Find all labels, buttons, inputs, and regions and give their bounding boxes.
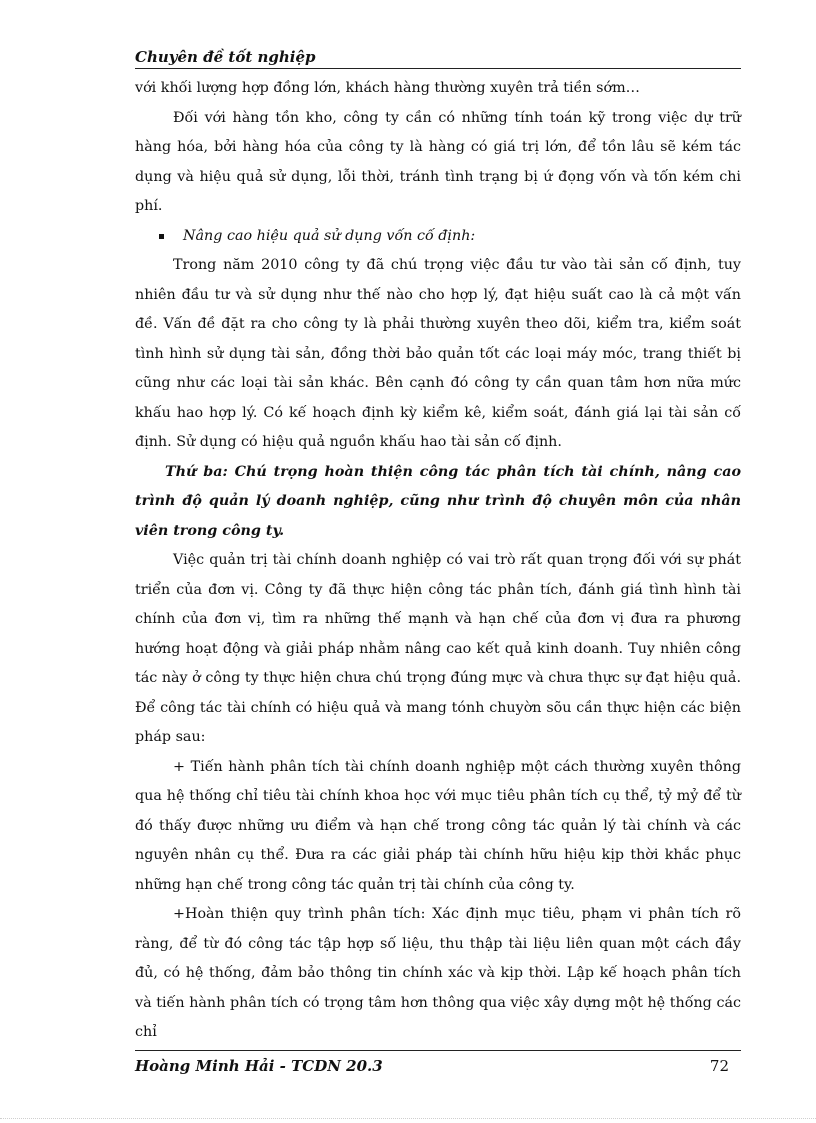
paragraph-continuation: với khối lượng hợp đồng lớn, khách hàng thường xuyên trả tiền sớm… xyxy=(135,80,640,96)
page-footer xyxy=(135,1050,741,1075)
bullet-text: Nâng cao hiệu quả sử dụng vốn cố định: xyxy=(183,227,476,244)
paragraph-financial-management: Việc quản trị tài chính doanh nghiệp có vai trò rất quan trọng đối với sự phát triển của đơn vị. Công ty đã thực hiện công tác phân tích, đánh giá tình hình tài chính của đơn vị, tìm ra những thế mạnh và hạn chế của đơn vị đưa ra phương hướng hoạt động và giải pháp nhằm nâng cao kết quả kinh doanh. Tuy nhiên công tác này ở công ty thực hiện chưa chú trọng đúng mực và chưa thực sự đạt hiệu quả. Để công tác tài chính có hiệu quả và mang tónh chuyờn sõu cần thực hiện các biện pháp sau: xyxy=(135,552,741,745)
paragraph-process: +Hoàn thiện quy trình phân tích: Xác định mục tiêu, phạm vi phân tích rõ ràng, để từ đó công tác tập hợp số liệu, thu thập tài liệu liên quan một cách đầy đủ, có hệ thống, đảm bảo thông tin chính xác và kịp thời. Lập kế hoạch phân tích và tiến hành phân tích có trọng tâm hơn thông qua việc xây dựng một hệ thống các chỉ xyxy=(135,906,741,1040)
footer-author: Hoàng Minh Hải - TCDN 20.3 xyxy=(135,1057,383,1075)
paragraph-inventory: Đối với hàng tồn kho, công ty cần có những tính toán kỹ trong việc dự trữ hàng hóa, bởi hàng hóa của công ty là hàng có giá trị lớn, để tồn lâu sẽ kém tác dụng và hiệu quả sử dụng, lỗi thời, tránh tình trạng bị ứ đọng vốn và tốn kém chi phí. xyxy=(135,109,741,214)
paragraph-analysis: + Tiến hành phân tích tài chính doanh nghiệp một cách thường xuyên thông qua hệ thống chỉ tiêu tài chính khoa học với mục tiêu phân tích cụ thể, tỷ mỷ để từ đó thấy được những ưu điểm và hạn chế trong công tác quản lý tài chính và các nguyên nhân cụ thể. Đưa ra các giải pháp tài chính hữu hiệu kịp thời khắc phục những hạn chế trong công tác quản trị tài chính của công ty. xyxy=(135,758,741,893)
document-body xyxy=(135,74,741,1048)
paragraph-fixed-assets: Trong năm 2010 công ty đã chú trọng việc đầu tư vào tài sản cố định, tuy nhiên đầu tư và sử dụng như thế nào cho hợp lý, đạt hiệu suất cao là cả một vấn đề. Vấn đề đặt ra cho công ty là phải thường xuyên theo dõi, kiểm tra, kiểm soát tình hình sử dụng tài sản, đồng thời bảo quản tốt các loại máy móc, trang thiết bị cũng như các loại tài sản khác. Bên cạnh đó công ty cần quan tâm hơn nữa mức khấu hao hợp lý. Có kế hoạch định kỳ kiểm kê, kiểm soát, đánh giá lại tài sản cố định. Sử dụng có hiệu quả nguồn khấu hao tài sản cố định. xyxy=(135,257,741,450)
page-number: 72 xyxy=(709,1057,729,1075)
bullet-item xyxy=(135,222,741,252)
square-bullet-icon xyxy=(159,234,164,239)
page-edge-divider xyxy=(0,1118,816,1119)
page-header xyxy=(135,48,741,69)
section-heading-third: Thứ ba: Chú trọng hoàn thiện công tác phân tích tài chính, nâng cao trình độ quản lý doanh nghiệp, cũng như trình độ chuyên môn của nhân viên trong công ty. xyxy=(135,463,741,539)
header-title: Chuyên đề tốt nghiệp xyxy=(135,48,316,66)
